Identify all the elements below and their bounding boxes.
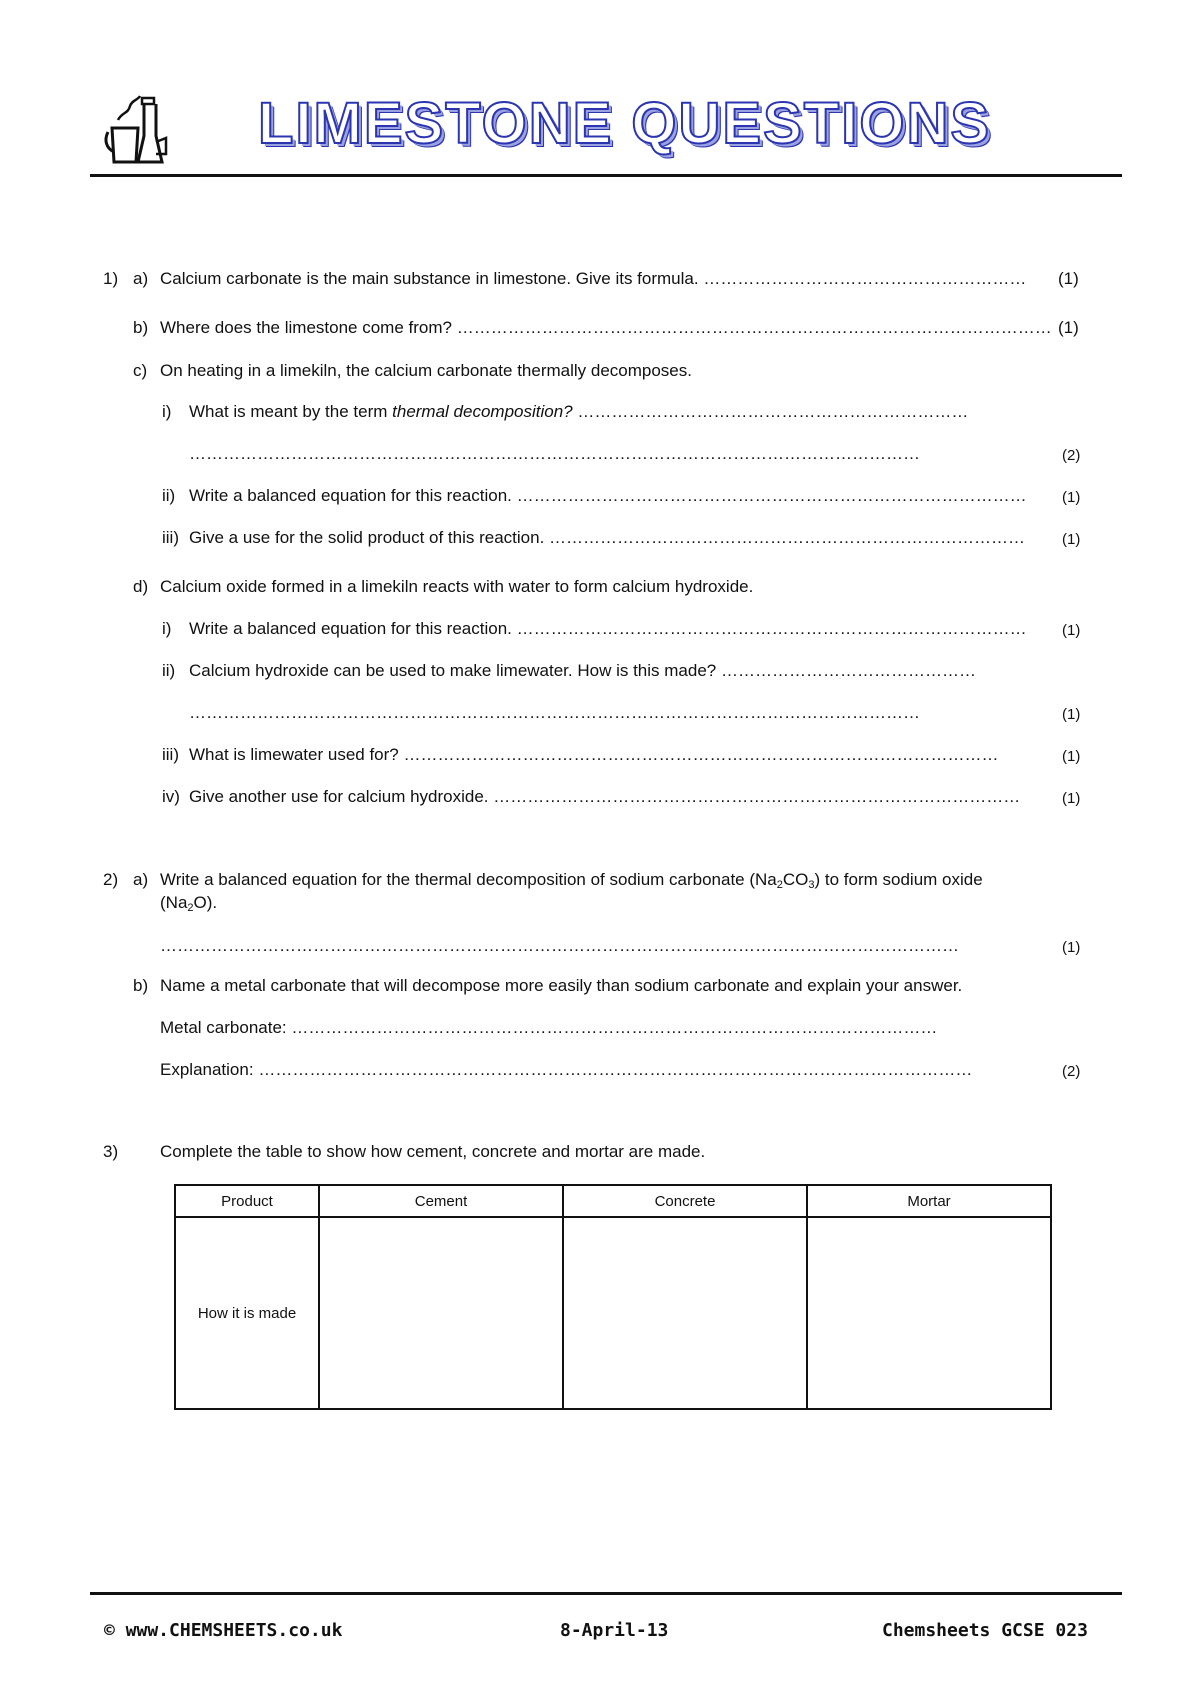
q1diii-label: iii) [162,745,179,764]
marks: (1) [1062,790,1081,807]
answer-dots: …………………………………………………………………………………………………… [291,1018,938,1037]
subscript: 2 [187,902,194,914]
answer-dots: ……………………………………………………………………………… [516,619,1027,638]
q1ciii-text: Give a use for the solid product of this reaction. [189,528,545,547]
q1dii-label: ii) [162,661,176,680]
header-divider [90,174,1122,177]
q1c-text: On heating in a limekiln, the calcium carbonate thermally decomposes. [160,361,692,380]
q1diii-line [189,745,998,765]
cement-answer-cell[interactable] [319,1217,563,1409]
table-row [175,1217,1051,1409]
q2a-text: Write a balanced equation for the thermal decomposition of sodium carbonate (Na [160,870,777,889]
marks: (1) [1062,706,1081,723]
answer-dots: ………………………………………………………………………………… [493,787,1021,806]
q1cii-label: ii) [162,486,176,505]
table-header-row [175,1185,1051,1217]
answer-dots: ……………………………………… [720,661,976,680]
q2b-text: Name a metal carbonate that will decompose more easily than sodium carbonate and explain your answer. [160,976,963,995]
q1diii-text: What is limewater used for? [189,745,399,764]
q1div-text: Give another use for calcium hydroxide. [189,787,489,806]
marks: (1) [1062,748,1081,765]
table-header: Mortar [807,1185,1051,1217]
footer-date: 8-April-13 [560,1620,669,1641]
answer-dots-line: ………………………………………………………………………………………………………………… [189,703,920,722]
q1ci-label: i) [162,402,172,421]
q1b-text: Where does the limestone come from? [160,318,452,337]
answer-dots: ………………………………………………………………………… [549,528,1026,547]
answer-dots-line: …………………………………………………………………………………………………………………………… [160,936,959,955]
logo [104,92,174,170]
q2-number: 2) [103,870,119,889]
q1dii-line [189,661,976,681]
q1d-label: d) [133,577,149,596]
marks: (1) [1062,489,1081,506]
q2a-text: ) to form sodium oxide [814,870,983,889]
q2a-label: a) [133,870,149,889]
q2a-line2 [160,893,217,918]
q2a-text: O). [193,893,218,912]
q1a-label: a) [133,269,149,288]
footer-website: © www.CHEMSHEETS.co.uk [104,1620,343,1641]
marks: (1) [1062,939,1081,956]
answer-dots-line: ………………………………………………………………………………………………………………… [189,444,920,463]
q2a-line1 [160,870,983,895]
q1a-text: Calcium carbonate is the main substance in limestone. Give its formula. [160,269,699,288]
q3-number: 3) [103,1142,119,1161]
table-header: Product [175,1185,319,1217]
q2b-label: b) [133,976,149,995]
answer-dots: ………………………………………………… [703,269,1027,288]
q1ci-text: What is meant by the term [189,402,393,421]
q1ciii-label: iii) [162,528,179,547]
subscript: 2 [776,879,783,891]
q2b-explanation-line [160,1060,972,1080]
q1c-label: c) [133,361,148,380]
q2b-metal-line [160,1018,937,1038]
q1ci-line [189,402,968,422]
marks: (2) [1062,1063,1081,1080]
answer-dots: ……………………………………………………………………………………………………………… [258,1060,973,1079]
answer-dots: ……………………………………………………………………………… [516,486,1027,505]
marks: (2) [1062,447,1081,464]
q3-text: Complete the table to show how cement, concrete and mortar are made. [160,1142,706,1161]
metal-carbonate-label: Metal carbonate: [160,1018,287,1037]
answer-dots: …………………………………………………………… [577,402,969,421]
footer-code: Chemsheets GCSE 023 [882,1620,1088,1641]
q1dii-text: Calcium hydroxide can be used to make limewater. How is this made? [189,661,717,680]
q1div-label: iv) [162,787,180,806]
q1di-text: Write a balanced equation for this reaction. [189,619,512,638]
q1d-text: Calcium oxide formed in a limekiln reacts with water to form calcium hydroxide. [160,577,754,596]
q1cii-text: Write a balanced equation for this reaction. [189,486,512,505]
mortar-answer-cell[interactable] [807,1217,1051,1409]
subscript: 3 [808,879,815,891]
q1ci-term: thermal decomposition? [392,402,573,421]
answer-dots: …………………………………………………………………………………………… [456,318,1052,337]
q2a-text: CO [782,870,809,889]
concrete-answer-cell[interactable] [563,1217,807,1409]
q1div-line [189,787,1020,807]
marks: (1) [1062,531,1081,548]
explanation-label: Explanation: [160,1060,254,1079]
answer-dots: …………………………………………………………………………………………… [403,745,999,764]
q1-number: 1) [103,269,119,288]
table-row-label: How it is made [175,1217,319,1409]
answer-table [174,1184,1052,1410]
marks: (1) [1058,269,1079,288]
q2a-text: (Na [160,893,188,912]
footer-divider [90,1592,1122,1595]
q1a-line [160,269,1026,289]
page-title: LIMESTONE QUESTIONS [258,91,992,156]
q1ciii-line [189,528,1025,548]
lab-glassware-icon [104,92,174,170]
q1b-label: b) [133,318,149,337]
q1di-line [189,619,1027,639]
table-header: Cement [319,1185,563,1217]
marks: (1) [1062,622,1081,639]
table-header: Concrete [563,1185,807,1217]
q1di-label: i) [162,619,172,638]
q1cii-line [189,486,1027,506]
q1b-line [160,318,1052,338]
marks: (1) [1058,318,1079,337]
